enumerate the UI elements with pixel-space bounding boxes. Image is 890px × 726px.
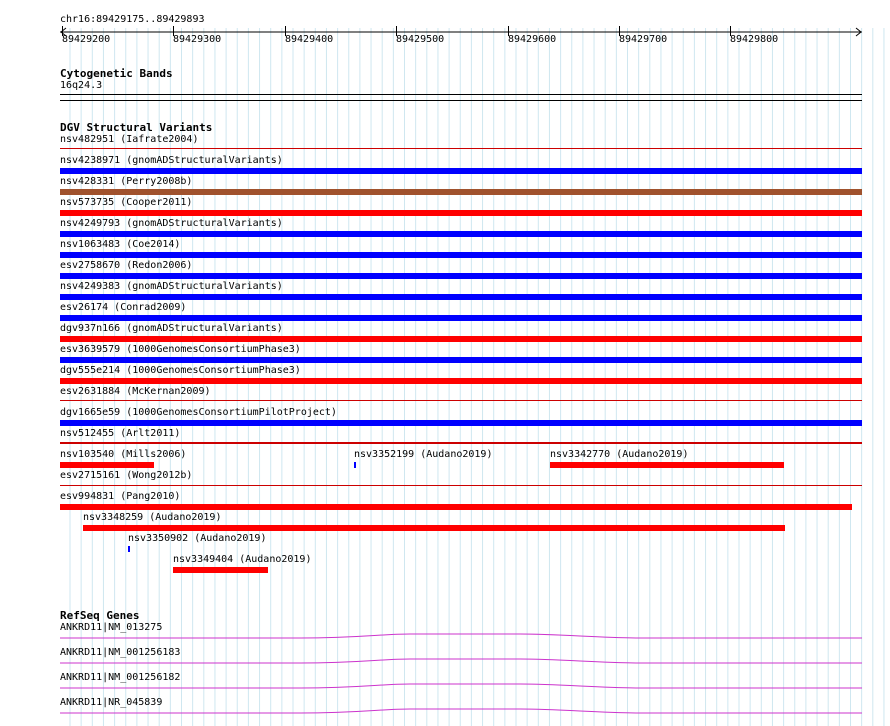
- ruler-tick-label: 89429200: [62, 34, 111, 45]
- variant-label[interactable]: esv994831 (Pang2010): [60, 491, 181, 502]
- gene-label[interactable]: ANKRD11|NM_001256182: [60, 672, 181, 683]
- variant-label[interactable]: nsv428331 (Perry2008b): [60, 176, 193, 187]
- variant-label[interactable]: nsv4249793 (gnomADStructuralVariants): [60, 218, 283, 229]
- gene-label[interactable]: ANKRD11|NR_045839: [60, 697, 163, 708]
- ruler-tick-label: 89429400: [285, 34, 334, 45]
- gene-intron-line: [60, 659, 862, 663]
- ruler-tick-label: 89429800: [730, 34, 779, 45]
- variant-label[interactable]: nsv573735 (Cooper2011): [60, 197, 193, 208]
- ruler-tick-label: 89429500: [396, 34, 445, 45]
- cytoband-line-bottom: [60, 100, 862, 101]
- variant-separator-line: [60, 485, 862, 486]
- variant-bar[interactable]: [173, 567, 268, 573]
- variant-bar[interactable]: [60, 231, 862, 237]
- variant-label[interactable]: nsv1063483 (Coe2014): [60, 239, 181, 250]
- ruler-tick-label: 89429700: [619, 34, 668, 45]
- variant-bar[interactable]: [550, 462, 784, 468]
- variant-bar[interactable]: [60, 252, 862, 258]
- variant-label[interactable]: dgv937n166 (gnomADStructuralVariants): [60, 323, 283, 334]
- variant-label[interactable]: nsv3348259 (Audano2019): [83, 512, 222, 523]
- variant-bar[interactable]: [60, 273, 862, 279]
- cytoband-line-top: [60, 94, 862, 95]
- variant-bar[interactable]: [60, 168, 862, 174]
- variant-bar[interactable]: [60, 189, 862, 195]
- variant-bar[interactable]: [60, 294, 862, 300]
- gene-model[interactable]: [0, 703, 890, 723]
- variant-label[interactable]: nsv3350902 (Audano2019): [128, 533, 267, 544]
- variant-label[interactable]: esv3639579 (1000GenomesConsortiumPhase3): [60, 344, 301, 355]
- location-label: chr16:89429175..89429893: [60, 14, 205, 25]
- variant-bar[interactable]: [60, 315, 862, 321]
- variant-bar[interactable]: [60, 336, 862, 342]
- gene-label[interactable]: ANKRD11|NM_001256183: [60, 647, 181, 658]
- variant-bar[interactable]: [83, 525, 785, 531]
- variant-label[interactable]: nsv3342770 (Audano2019): [550, 449, 689, 460]
- variant-label[interactable]: dgv555e214 (1000GenomesConsortiumPhase3): [60, 365, 301, 376]
- cytoband-track-title[interactable]: Cytogenetic Bands: [60, 67, 173, 80]
- variant-label[interactable]: esv2631884 (McKernan2009): [60, 386, 211, 397]
- variant-label[interactable]: dgv1665e59 (1000GenomesConsortiumPilotProject): [60, 407, 337, 418]
- gene-model[interactable]: [0, 628, 890, 648]
- variant-bar[interactable]: [60, 357, 862, 363]
- variant-label[interactable]: nsv482951 (Iafrate2004): [60, 134, 199, 145]
- ruler-tick-label: 89429300: [173, 34, 222, 45]
- variant-separator-line: [60, 400, 862, 401]
- gene-intron-line: [60, 684, 862, 688]
- variant-label[interactable]: nsv3352199 (Audano2019): [354, 449, 493, 460]
- variant-bar[interactable]: [60, 378, 862, 384]
- gene-model[interactable]: [0, 653, 890, 673]
- gene-intron-line: [60, 634, 862, 638]
- variant-bar[interactable]: [128, 546, 130, 552]
- variant-label[interactable]: nsv103540 (Mills2006): [60, 449, 187, 460]
- variant-bar[interactable]: [60, 420, 862, 426]
- variant-bar[interactable]: [60, 504, 852, 510]
- variant-separator-line: [60, 443, 862, 444]
- variant-bar[interactable]: [354, 462, 356, 468]
- gene-label[interactable]: ANKRD11|NM_013275: [60, 622, 163, 633]
- variant-separator-line: [60, 148, 862, 149]
- gene-model[interactable]: [0, 678, 890, 698]
- variant-label[interactable]: esv2715161 (Wong2012b): [60, 470, 193, 481]
- cytoband-label: 16q24.3: [60, 80, 103, 91]
- gene-intron-line: [60, 709, 862, 713]
- variant-label[interactable]: esv2758670 (Redon2006): [60, 260, 193, 271]
- variant-label[interactable]: nsv512455 (Arlt2011): [60, 428, 181, 439]
- variant-bar[interactable]: [60, 462, 154, 468]
- variant-label[interactable]: nsv4238971 (gnomADStructuralVariants): [60, 155, 283, 166]
- dgv-track-title[interactable]: DGV Structural Variants: [60, 121, 213, 134]
- variant-bar[interactable]: [60, 210, 862, 216]
- refseq-track-title[interactable]: RefSeq Genes: [60, 609, 140, 622]
- variant-label[interactable]: nsv3349404 (Audano2019): [173, 554, 312, 565]
- variant-label[interactable]: esv26174 (Conrad2009): [60, 302, 187, 313]
- ruler-tick-label: 89429600: [508, 34, 557, 45]
- variant-label[interactable]: nsv4249383 (gnomADStructuralVariants): [60, 281, 283, 292]
